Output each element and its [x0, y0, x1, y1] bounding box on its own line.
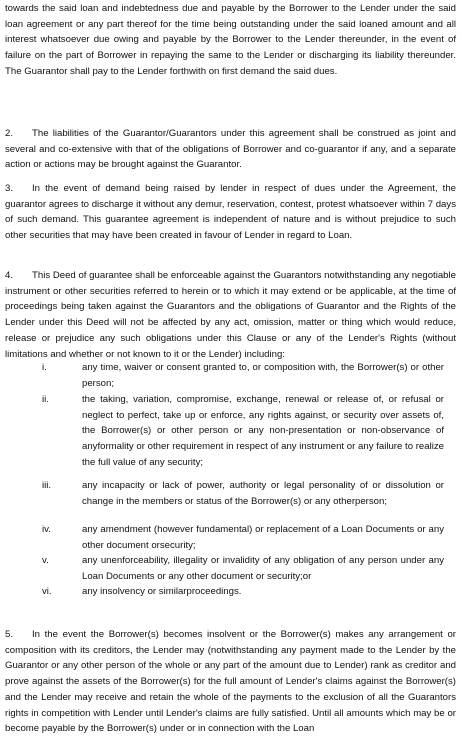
list-item-text: any time, waiver or consent granted to, or composition with, the Borrower(s) or other person; [82, 362, 444, 389]
paragraph-4 [5, 268, 456, 362]
list-item-text: any unenforceability, illegality or invalidity of any obligation of any person under any Loan Documents or any other document or security;or [82, 555, 444, 582]
list-item-label: iv. [42, 524, 51, 535]
paragraph-3 [5, 181, 456, 244]
paragraph-2-number: 2. [5, 128, 14, 139]
list-item-label: ii. [42, 394, 49, 405]
list-item-text: the taking, variation, compromise, exchange, renewal or release of, or refusal or neglect to perfect, take up or enforce, any rights against, or security over assets of, the Borrower(s) or other person or any non-presentation or non-observance of anyformality or other requirement in respect of any instrument or any failure to realize the full value of any security; [82, 394, 444, 468]
list-item-text: any amendment (however fundamental) or replacement of a Loan Documents or any other document orsecurity; [82, 524, 444, 551]
paragraph-4-number: 4. [5, 270, 14, 281]
paragraph-5-number: 5. [5, 629, 14, 640]
paragraph-5-text: In the event the Borrower(s) becomes insolvent or the Borrower(s) makes any arrangement or composition with its creditors, the Lender may (notwithstanding any payment made to the Lender by the Guarantor or any other person of the whole or any part of the amount due to Lender) rank as creditor and prove against the assets of the Borrower(s) for the full amount of Lender's claims against the Borrower(s) and the Lender may receive and retain the whole of the payments to the exclusion of all the Guarantors rights in competition with Lender until Lender's claims are fully satisfied. Until all amounts which may be or become payable by the Borrower(s) under or in connection with the Loan [5, 629, 456, 735]
list-item-text: any incapacity or lack of power, authority or legal personality of or dissolution or change in the members or status of the Borrower(s) or any otherperson; [82, 480, 444, 507]
list-item-text: any insolvency or similarproceedings. [82, 586, 242, 597]
paragraph-intro: towards the said loan and indebtedness due and payable by the Borrower to the Lender under the said loan agreement or any part thereof for the time being outstanding under the said loaned amount and all interest whatsoever due owing and payable by the Borrower to the Lender thereunder, in the event of failure on the part of Borrower in repaying the same to the Lender or discharging its liability thereunder. The Guarantor shall pay to the Lender forthwith on first demand the said dues. [5, 3, 456, 77]
paragraph-5 [5, 627, 456, 737]
paragraph-2 [5, 126, 456, 173]
paragraph-3-text: In the event of demand being raised by lender in respect of dues under the Agreement, the guarantor agrees to discharge it without any demur, reservation, contest, protest whatsoever within 7 days of such demand. This guarantee agreement is independent of nature and is without prejudice to such other securities that may have been created in favour of Lender in regard to Loan. [5, 183, 456, 242]
list-item-label: v. [42, 555, 49, 566]
paragraph-2-text: The liabilities of the Guarantor/Guarantors under this agreement shall be construed as joint and several and co-extensive with that of the obligations of Borrower and co-guarantor if any, and a separate action or actions may be brought against the Guarantor. [5, 128, 456, 171]
paragraph-4-text: This Deed of guarantee shall be enforceable against the Guarantors notwithstanding any negotiable instrument or other securities referred to herein or to which it may extend or be applicable, at the time of proceedings being taken against the Guarantors and the obligations of Guarantor and the Rights of the Lender under this Deed will not be affected by any act, omission, matter or thing which would reduce, release or prejudice any such obligations under this Clause or any of the Lender's Rights (without limitations and whether or not known to it or the Lender) including: [5, 270, 456, 360]
list-item-label: vi. [42, 586, 52, 597]
list-item-label: i. [42, 362, 47, 373]
list-item-label: iii. [42, 480, 52, 491]
paragraph-3-number: 3. [5, 183, 14, 194]
